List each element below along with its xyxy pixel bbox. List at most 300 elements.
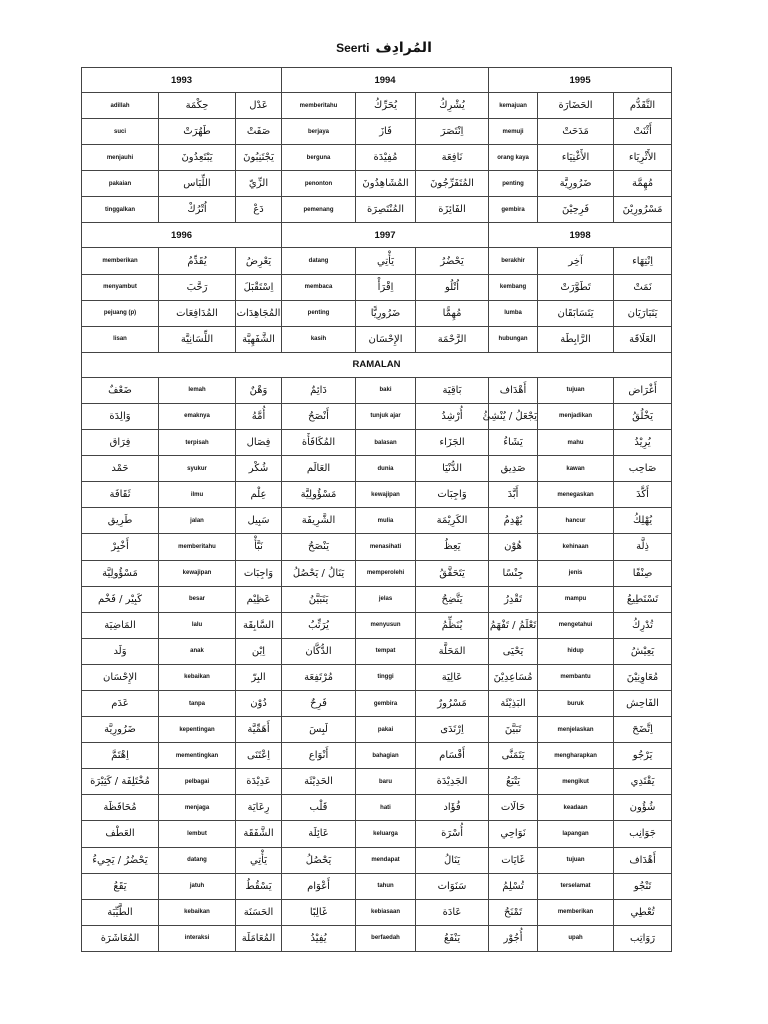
indonesian-word: menegaskan: [538, 482, 614, 508]
table-row: [82, 638, 672, 664]
arabic-word: البِرّ: [236, 664, 282, 690]
indonesian-word: lemah: [159, 377, 236, 403]
arabic-word: أَقْسَام: [416, 743, 489, 769]
indonesian-word: kewajipan: [159, 560, 236, 586]
arabic-word: يَحْضُرُ / يَجِيءُ: [82, 847, 159, 873]
arabic-synonym: فَازَ: [356, 119, 416, 145]
arabic-word: أَثْنَتْ: [614, 119, 672, 145]
arabic-word: قَلْب: [282, 795, 356, 821]
indonesian-word: mampu: [538, 586, 614, 612]
indonesian-word: datang: [159, 847, 236, 873]
indonesian-word: lapangan: [538, 821, 614, 847]
arabic-synonym: المُشَاهِدُونَ: [356, 171, 416, 197]
arabic-word: مُخْتَلِفَة / كَثِيْرَة: [82, 769, 159, 795]
arabic-word: أَغْرَاض: [614, 377, 672, 403]
table-row: [82, 717, 672, 743]
year-header-row: [82, 68, 672, 93]
arabic-word: أَكَّدَ: [614, 482, 672, 508]
arabic-word: شُكْر: [236, 456, 282, 482]
arabic-word: يَنَالُ: [416, 847, 489, 873]
arabic-word: تُعْطِي: [614, 899, 672, 925]
arabic-synonym: اُتْرُكْ: [159, 197, 236, 223]
arabic-word: مَسْرُورٌ: [416, 690, 489, 716]
arabic-word: أَهْدَاف: [614, 847, 672, 873]
arabic-word: الجَزَاء: [416, 430, 489, 456]
table-row: [82, 769, 672, 795]
indonesian-word: berguna: [282, 145, 356, 171]
arabic-word: المَحَلَّة: [416, 638, 489, 664]
indonesian-word: tujuan: [538, 377, 614, 403]
arabic-word: يَعِظُ: [416, 534, 489, 560]
arabic-word: يَشَاءُ: [489, 430, 538, 456]
table-row: [82, 197, 672, 223]
arabic-word: تَنْجُو: [614, 873, 672, 899]
arabic-synonym: رَحَّبَ: [159, 274, 236, 300]
indonesian-word: pejuang (p): [82, 300, 159, 326]
indonesian-word: lalu: [159, 612, 236, 638]
arabic-word: الدُّنْيَا: [416, 456, 489, 482]
arabic-word: يَنَالُ / يَحْصُلُ: [282, 560, 356, 586]
arabic-word: يُرَتِّبُ: [282, 612, 356, 638]
arabic-word: مُهِمًّا: [416, 300, 489, 326]
year-header: 1993: [82, 68, 282, 93]
arabic-word: يَقْتَدِي: [614, 769, 672, 795]
arabic-word: الفَاحِش: [614, 690, 672, 716]
table-row: [82, 743, 672, 769]
arabic-word: يُهْدِمُ: [489, 508, 538, 534]
indonesian-word: menjelaskan: [538, 717, 614, 743]
arabic-word: عَائِلَة: [282, 821, 356, 847]
arabic-word: اِنْتَصَرَ: [416, 119, 489, 145]
indonesian-word: datang: [282, 248, 356, 274]
arabic-word: يَخْلُقُ: [614, 403, 672, 429]
arabic-word: اِبْن: [236, 638, 282, 664]
arabic-word: اِنْتِهَاء: [614, 248, 672, 274]
indonesian-word: lumba: [489, 300, 538, 326]
arabic-word: العَلَاقَة: [614, 326, 672, 352]
arabic-word: مُحَافَظَة: [82, 795, 159, 821]
arabic-word: الدُّكَّان: [282, 638, 356, 664]
arabic-synonym: ضَرُورِيًّا: [356, 300, 416, 326]
arabic-word: المَاضِيَة: [82, 612, 159, 638]
indonesian-word: mengharapkan: [538, 743, 614, 769]
section-banner-row: [82, 352, 672, 377]
indonesian-word: tinggi: [356, 664, 416, 690]
arabic-word: يَحْيَى: [489, 638, 538, 664]
indonesian-word: pemenang: [282, 197, 356, 223]
indonesian-word: menjadikan: [538, 403, 614, 429]
arabic-word: سَنَوَات: [416, 873, 489, 899]
indonesian-word: memberitahu: [159, 534, 236, 560]
arabic-word: دَعْ: [236, 197, 282, 223]
arabic-synonym: يُقَدِّمُ: [159, 248, 236, 274]
arabic-word: عَدَم: [82, 690, 159, 716]
arabic-word: أُجُوْر: [489, 925, 538, 951]
indonesian-word: berjaya: [282, 119, 356, 145]
year-header: 1997: [282, 223, 489, 248]
table-row: [82, 248, 672, 274]
arabic-word: يُفِيْدُ: [282, 925, 356, 951]
arabic-word: تَعْلَمُ / تَفْهَمُ: [489, 612, 538, 638]
indonesian-word: balasan: [356, 430, 416, 456]
table-row: [82, 430, 672, 456]
arabic-word: نَبَّأْ: [236, 534, 282, 560]
arabic-word: أَبَّدَ: [489, 482, 538, 508]
table-row: [82, 171, 672, 197]
arabic-word: وَلَد: [82, 638, 159, 664]
arabic-word: الرَّحْمَة: [416, 326, 489, 352]
indonesian-word: menyusun: [356, 612, 416, 638]
arabic-word: اُتْلُو: [416, 274, 489, 300]
arabic-word: مَسْؤُولِيَّة: [82, 560, 159, 586]
arabic-synonym: اللِّسَانِيَّة: [159, 326, 236, 352]
arabic-word: جِنْسًا: [489, 560, 538, 586]
indonesian-word: hubungan: [489, 326, 538, 352]
arabic-word: مُسَاعِدِيْنَ: [489, 664, 538, 690]
indonesian-word: suci: [82, 119, 159, 145]
indonesian-word: memuji: [489, 119, 538, 145]
arabic-word: الشَّفَهِيَّة: [236, 326, 282, 352]
indonesian-word: kawan: [538, 456, 614, 482]
arabic-word: رِعَايَة: [236, 795, 282, 821]
table-row: [82, 274, 672, 300]
arabic-word: مَسْرُورِيْنَ: [614, 197, 672, 223]
arabic-word: الجَدِيْدَة: [416, 769, 489, 795]
arabic-word: حَالَات: [489, 795, 538, 821]
arabic-synonym: المُنْتَصِرَة: [356, 197, 416, 223]
arabic-word: صِنْفًا: [614, 560, 672, 586]
indonesian-word: emaknya: [159, 403, 236, 429]
arabic-word: يَرْجُو: [614, 743, 672, 769]
arabic-synonym: اِقْرَأْ: [356, 274, 416, 300]
arabic-word: الفَائِزَة: [416, 197, 489, 223]
arabic-word: حَمْد: [82, 456, 159, 482]
arabic-synonym: يَأْتِي: [356, 248, 416, 274]
arabic-word: دُوْن: [236, 690, 282, 716]
indonesian-word: kembang: [489, 274, 538, 300]
table-row: [82, 690, 672, 716]
year-header-row: [82, 223, 672, 248]
arabic-word: لَبِسَ: [282, 717, 356, 743]
section-banner: RAMALAN: [82, 352, 672, 377]
arabic-word: يَأْتِي: [236, 847, 282, 873]
indonesian-word: kemajuan: [489, 93, 538, 119]
arabic-word: تَسْتَطِيعُ: [614, 586, 672, 612]
indonesian-word: keluarga: [356, 821, 416, 847]
arabic-word: يَجْتَنِبُونَ: [236, 145, 282, 171]
arabic-word: يُهْلِكُ: [614, 508, 672, 534]
arabic-synonym: مُفِيْدَة: [356, 145, 416, 171]
arabic-word: أَخْبِرْ: [82, 534, 159, 560]
page-title: [0, 38, 768, 58]
indonesian-word: tujuan: [538, 847, 614, 873]
indonesian-word: memberikan: [82, 248, 159, 274]
indonesian-word: memberitahu: [282, 93, 356, 119]
arabic-word: يَقَعُ: [82, 873, 159, 899]
arabic-word: أَنْصَحُ: [282, 403, 356, 429]
arabic-word: دَائِمٌ: [282, 377, 356, 403]
indonesian-word: terpisah: [159, 430, 236, 456]
indonesian-word: mahu: [538, 430, 614, 456]
arabic-word: يَعْرِضُ: [236, 248, 282, 274]
arabic-word: نَوَاحِي: [489, 821, 538, 847]
arabic-word: غَالِبًا: [282, 899, 356, 925]
arabic-word: مُهِمَّة: [614, 171, 672, 197]
indonesian-word: kebaikan: [159, 664, 236, 690]
indonesian-word: kehinaan: [538, 534, 614, 560]
arabic-word: شُؤُون: [614, 795, 672, 821]
table-row: [82, 377, 672, 403]
indonesian-word: kepentingan: [159, 717, 236, 743]
arabic-word: مُعَاوِنِيْنَ: [614, 664, 672, 690]
arabic-word: وَاجِبَات: [236, 560, 282, 586]
indonesian-word: lisan: [82, 326, 159, 352]
indonesian-word: baki: [356, 377, 416, 403]
arabic-synonym: فَرِحِيْنَ: [538, 197, 614, 223]
indonesian-word: buruk: [538, 690, 614, 716]
indonesian-word: jelas: [356, 586, 416, 612]
arabic-word: يَعِيْشُ: [614, 638, 672, 664]
indonesian-word: upah: [538, 925, 614, 951]
arabic-word: الإِحْسَان: [82, 664, 159, 690]
indonesian-word: syukur: [159, 456, 236, 482]
indonesian-word: tahun: [356, 873, 416, 899]
arabic-word: يَتَبَارَيَان: [614, 300, 672, 326]
indonesian-word: menjauhi: [82, 145, 159, 171]
indonesian-word: pakaian: [82, 171, 159, 197]
indonesian-word: jalan: [159, 508, 236, 534]
indonesian-word: penting: [282, 300, 356, 326]
arabic-word: تَمْنَحُ: [489, 899, 538, 925]
arabic-word: اِتَّضَحَ: [614, 717, 672, 743]
table-row: [82, 560, 672, 586]
arabic-word: عَالِيَة: [416, 664, 489, 690]
arabic-synonym: الحَضَارَة: [538, 93, 614, 119]
arabic-synonym: يُحَرِّكُ: [356, 93, 416, 119]
arabic-word: هُوْن: [489, 534, 538, 560]
arabic-word: الشَّرِيفَة: [282, 508, 356, 534]
arabic-word: جَوَانِب: [614, 821, 672, 847]
arabic-word: يُرِيْدُ: [614, 430, 672, 456]
title-arabic: المُرادِف: [375, 40, 432, 56]
indonesian-word: pelbagai: [159, 769, 236, 795]
indonesian-word: adillah: [82, 93, 159, 119]
arabic-word: ضَرُورِيَّة: [82, 717, 159, 743]
arabic-word: وَاجِبَات: [416, 482, 489, 508]
indonesian-word: berakhir: [489, 248, 538, 274]
arabic-word: تَقْدِرُ: [489, 586, 538, 612]
arabic-synonym: الأَغْنِيَاء: [538, 145, 614, 171]
arabic-word: يَتَمَنَّى: [489, 743, 538, 769]
indonesian-word: tanpa: [159, 690, 236, 716]
arabic-word: غَايَات: [489, 847, 538, 873]
indonesian-word: mulia: [356, 508, 416, 534]
arabic-word: يُنَظِّمُ: [416, 612, 489, 638]
arabic-word: البَذِيْئَة: [489, 690, 538, 716]
indonesian-word: kebiasaan: [356, 899, 416, 925]
table-row: [82, 508, 672, 534]
arabic-word: الحَدِيْثَة: [282, 769, 356, 795]
indonesian-word: mementingkan: [159, 743, 236, 769]
indonesian-word: orang kaya: [489, 145, 538, 171]
arabic-synonym: ضَرُورِيَّة: [538, 171, 614, 197]
arabic-word: عَدْل: [236, 93, 282, 119]
synonym-table: [81, 67, 672, 952]
arabic-word: فِصَال: [236, 430, 282, 456]
indonesian-word: besar: [159, 586, 236, 612]
table-row: [82, 300, 672, 326]
indonesian-word: gembira: [489, 197, 538, 223]
arabic-word: تُسْلِمُ: [489, 873, 538, 899]
arabic-word: صَاحِب: [614, 456, 672, 482]
arabic-word: عِلْم: [236, 482, 282, 508]
arabic-word: ذِلَّة: [614, 534, 672, 560]
indonesian-word: tinggalkan: [82, 197, 159, 223]
arabic-word: عَدِيْدَة: [236, 769, 282, 795]
arabic-word: التَّقَدُّم: [614, 93, 672, 119]
table-row: [82, 93, 672, 119]
arabic-word: نَافِعَة: [416, 145, 489, 171]
arabic-word: فِرَاق: [82, 430, 159, 456]
indonesian-word: tempat: [356, 638, 416, 664]
indonesian-word: menjaga: [159, 795, 236, 821]
year-header: 1996: [82, 223, 282, 248]
arabic-word: اِسْتَقْبَلَ: [236, 274, 282, 300]
arabic-word: اِرْتَدَى: [416, 717, 489, 743]
indonesian-word: tunjuk ajar: [356, 403, 416, 429]
arabic-word: يَسْقُطُ: [236, 873, 282, 899]
table-row: [82, 145, 672, 171]
year-header: 1998: [489, 223, 672, 248]
arabic-word: يَتَّضِحُ: [416, 586, 489, 612]
arabic-word: نَمَتْ: [614, 274, 672, 300]
arabic-word: يُشْرِكُ: [416, 93, 489, 119]
arabic-word: الشَّفَقَة: [236, 821, 282, 847]
indonesian-word: memperolehi: [356, 560, 416, 586]
year-header: 1994: [282, 68, 489, 93]
arabic-synonym: طَهُرَتْ: [159, 119, 236, 145]
arabic-word: الطَّيِّبَة: [82, 899, 159, 925]
arabic-word: يَتْبَعُ: [489, 769, 538, 795]
arabic-word: رَوَاتِب: [614, 925, 672, 951]
arabic-synonym: المُدَافِعَات: [159, 300, 236, 326]
arabic-word: أُرْشِدُ: [416, 403, 489, 429]
arabic-word: المُعَامَلَة: [236, 925, 282, 951]
arabic-word: كَبِيْر / فَخْم: [82, 586, 159, 612]
indonesian-word: hidup: [538, 638, 614, 664]
indonesian-word: penonton: [282, 171, 356, 197]
arabic-synonym: اللِّبَاس: [159, 171, 236, 197]
arabic-word: العَطْف: [82, 821, 159, 847]
arabic-synonym: يَبْتَعِدُونَ: [159, 145, 236, 171]
arabic-word: وَهْنٌ: [236, 377, 282, 403]
table-row: [82, 821, 672, 847]
table-row: [82, 612, 672, 638]
table-row: [82, 534, 672, 560]
indonesian-word: kebaikan: [159, 899, 236, 925]
arabic-synonym: مَدَحَتْ: [538, 119, 614, 145]
table-row: [82, 925, 672, 951]
indonesian-word: mengikut: [538, 769, 614, 795]
arabic-word: فَرِحٌ: [282, 690, 356, 716]
arabic-word: المُجَاهِدَات: [236, 300, 282, 326]
arabic-word: صَدِيق: [489, 456, 538, 482]
indonesian-word: memberikan: [538, 899, 614, 925]
indonesian-word: hati: [356, 795, 416, 821]
arabic-word: المُتَفَرِّجُونَ: [416, 171, 489, 197]
arabic-word: أَهْدَاف: [489, 377, 538, 403]
arabic-word: يَحْصُلُ: [282, 847, 356, 873]
arabic-word: تُدْرِكُ: [614, 612, 672, 638]
indonesian-word: menasihati: [356, 534, 416, 560]
arabic-word: يَتَبَيَّنُ: [282, 586, 356, 612]
indonesian-word: pakai: [356, 717, 416, 743]
arabic-word: عَادَة: [416, 899, 489, 925]
indonesian-word: mengetahui: [538, 612, 614, 638]
indonesian-word: ilmu: [159, 482, 236, 508]
table-row: [82, 326, 672, 352]
indonesian-word: bahagian: [356, 743, 416, 769]
arabic-synonym: آخِر: [538, 248, 614, 274]
arabic-word: الحَسَنَة: [236, 899, 282, 925]
arabic-word: اِعْتَنَى: [236, 743, 282, 769]
arabic-word: تَبَيَّنَ: [489, 717, 538, 743]
arabic-word: الأَثْرِيَاء: [614, 145, 672, 171]
arabic-word: أُسْرَة: [416, 821, 489, 847]
arabic-word: المُكَافَأَة: [282, 430, 356, 456]
arabic-word: يَنْصَحُ: [282, 534, 356, 560]
arabic-synonym: حِكْمَة: [159, 93, 236, 119]
indonesian-word: kewajipan: [356, 482, 416, 508]
table-row: [82, 795, 672, 821]
indonesian-word: membaca: [282, 274, 356, 300]
table-row: [82, 456, 672, 482]
arabic-word: أَنْوَاع: [282, 743, 356, 769]
indonesian-word: berfaedah: [356, 925, 416, 951]
arabic-word: عَظِيْم: [236, 586, 282, 612]
arabic-word: سَبِيل: [236, 508, 282, 534]
indonesian-word: penting: [489, 171, 538, 197]
arabic-word: اِهْتَمَّ: [82, 743, 159, 769]
arabic-word: الكَرِيْمَة: [416, 508, 489, 534]
arabic-synonym: الرَّابِطَة: [538, 326, 614, 352]
title-latin: Seerti: [336, 41, 370, 55]
arabic-word: بَاقِيَة: [416, 377, 489, 403]
arabic-word: المُعَاشَرَة: [82, 925, 159, 951]
indonesian-word: kasih: [282, 326, 356, 352]
arabic-word: طَرِيق: [82, 508, 159, 534]
arabic-word: يَحْضُرُ: [416, 248, 489, 274]
arabic-word: العَالَم: [282, 456, 356, 482]
arabic-word: يَجْعَلُ / يُنْشِئُ: [489, 403, 538, 429]
arabic-word: وَالِدَة: [82, 403, 159, 429]
arabic-word: الزِّيّ: [236, 171, 282, 197]
arabic-word: ثَقَافَة: [82, 482, 159, 508]
indonesian-word: baru: [356, 769, 416, 795]
indonesian-word: menyambut: [82, 274, 159, 300]
table-row: [82, 899, 672, 925]
table-row: [82, 586, 672, 612]
arabic-word: أُمَّهُ: [236, 403, 282, 429]
arabic-word: يَنْفَعُ: [416, 925, 489, 951]
indonesian-word: interaksi: [159, 925, 236, 951]
indonesian-word: gembira: [356, 690, 416, 716]
arabic-word: السَّابِقَة: [236, 612, 282, 638]
arabic-synonym: تَطَوَّرَتْ: [538, 274, 614, 300]
arabic-word: ضَعْفٌ: [82, 377, 159, 403]
year-header: 1995: [489, 68, 672, 93]
arabic-synonym: الإِحْسَان: [356, 326, 416, 352]
